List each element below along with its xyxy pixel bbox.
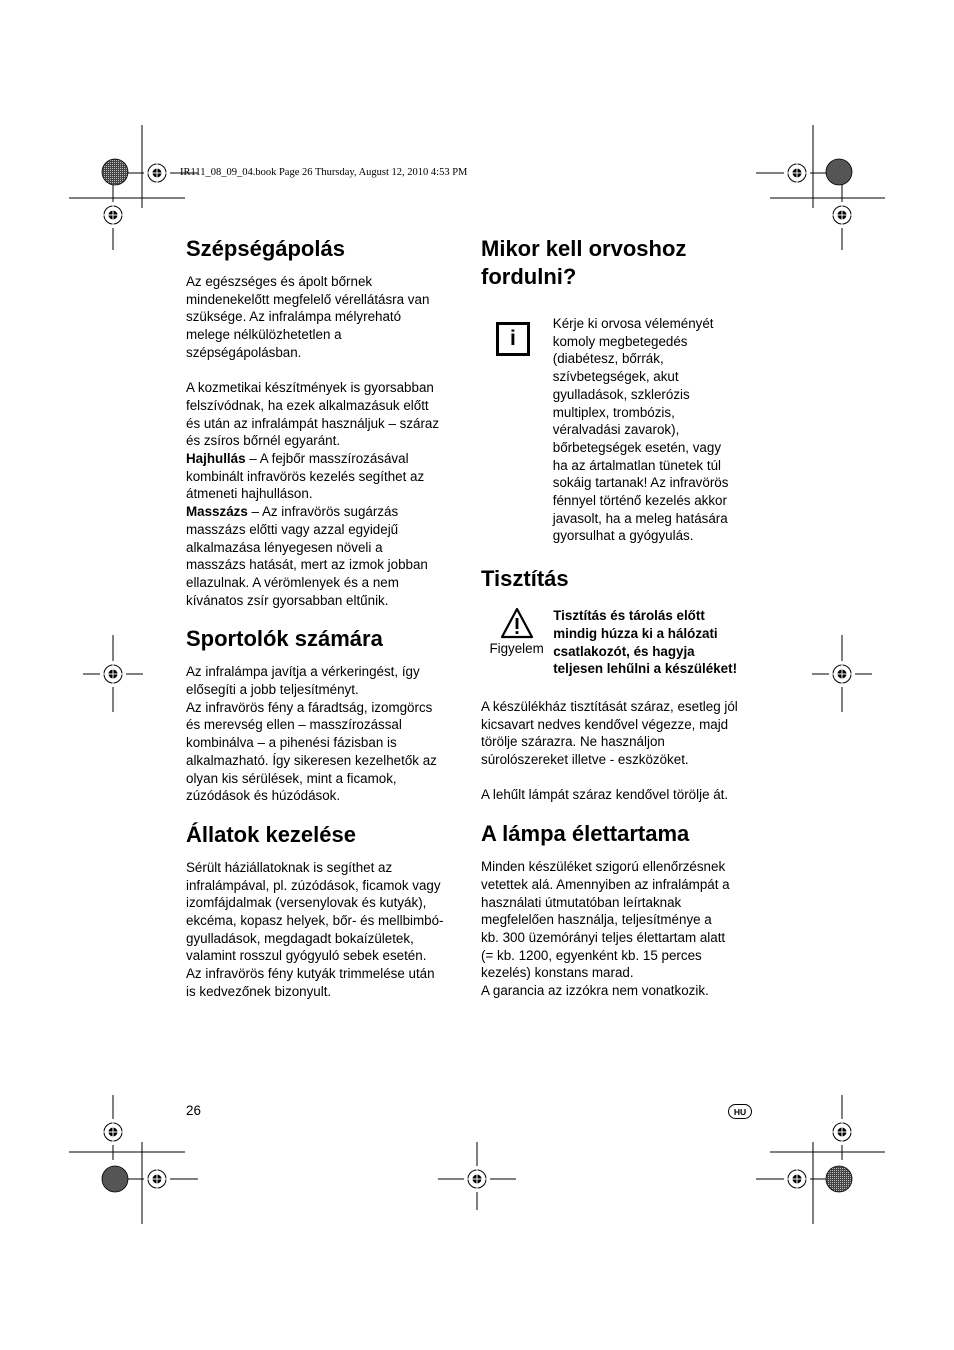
section-title: Tisztítás — [481, 566, 569, 592]
section-title: A lámpa élettartama — [481, 821, 690, 847]
text-line: szépségápolásban. — [186, 344, 302, 360]
paragraph — [186, 273, 462, 362]
text-line: fénnyel történő kezelés akkor — [552, 493, 727, 509]
text-line: ha az ártalmatlan tünetek túl — [552, 457, 721, 473]
text-line: A kozmetikai készítmények is gyorsabban — [186, 380, 434, 396]
right-column — [481, 235, 756, 1000]
text-line: alkalmazása lényegesen növeli a — [186, 539, 383, 555]
text-line: és merevség ellen – masszírozással — [186, 717, 402, 733]
warning-text — [553, 607, 756, 678]
text-line: infralámpával, pl. zúzódások, ficamok vagy — [186, 877, 441, 893]
text-line: masszázs hatását, mert az izmok jobban — [186, 557, 428, 573]
text-line: felszívódnak, ha ezek alkalmazásuk előtt — [186, 397, 429, 413]
text-line: használati útmutatóban leírtaknak — [481, 894, 682, 910]
info-note — [481, 315, 756, 545]
title-line: Mikor kell orvoshoz — [481, 236, 687, 261]
text-line: szívbetegségek, akut — [552, 369, 679, 385]
section-title — [481, 235, 756, 291]
text-line — [186, 450, 462, 468]
left-column — [186, 235, 462, 1001]
text-line: gyulladások, szklerózis — [552, 386, 690, 402]
print-file-info: IR111_08_09_04.book Page 26 Thursday, August 12, 2010 4:53 PM — [180, 167, 468, 178]
section-athletes — [186, 625, 462, 805]
text-line: mindig húzza ki a hálózati — [553, 625, 718, 641]
text-run: – Az infravörös sugárzás — [247, 504, 399, 520]
text-line: gyulladások, megdagadt bokaízületek, — [186, 930, 414, 946]
text-line: komoly megbetegedés — [552, 333, 688, 349]
text-line: A garancia az izzókra nem vonatkozik. — [481, 983, 709, 999]
text-line: Az infralámpa javítja a vérkeringést, így — [186, 664, 420, 680]
warning-note — [481, 607, 756, 678]
text-line: kezelés) konstans marad. — [481, 965, 634, 981]
paragraph — [186, 379, 462, 450]
text-line: kb. 300 üzemórányi teljes élettartam alatt — [481, 929, 726, 945]
text-line: Az infravörös fény a fáradtság, izomgörcs — [186, 699, 433, 715]
text-line: Minden készüléket szigorú ellenőrzésnek — [481, 859, 726, 875]
paragraph-hair-loss — [186, 450, 462, 503]
text-line: teljesen lehűlni a készüléket! — [553, 661, 738, 677]
section-cleaning — [481, 565, 756, 804]
warning-triangle-icon — [500, 607, 534, 639]
text-line: mindenekelőtt megfelelő vérellátásra van — [186, 291, 430, 307]
text-line: Az infravörös fény kutyák trimmelése után — [186, 966, 435, 982]
section-when-to-see-doctor — [481, 235, 756, 545]
section-beauty-care — [186, 235, 462, 609]
text-line: olyan kis sérülések, mint a ficamok, — [186, 770, 397, 786]
text-line: A készülékház tisztítását száraz, esetleg jól — [481, 698, 738, 714]
text-line: is kedvezőnek bizonyult. — [186, 983, 332, 999]
text-line: sokáig tartanak! Az infravörös — [552, 475, 729, 491]
text-line: izomfájdalmak (versenylovak és kutyák), — [186, 895, 427, 911]
text-line: törölje szárazra. Ne használjon — [481, 734, 665, 750]
text-line: melege nélkülözhetetlen a — [186, 327, 342, 343]
text-line: zúzódások és húzódások. — [186, 788, 341, 804]
text-line: és zsíros bőrnél egyaránt. — [186, 433, 341, 449]
text-line: elősegíti a jobb teljesítményt. — [186, 682, 359, 698]
term-bold: Hajhullás — [186, 451, 246, 467]
text-line: súrolószereket illetve - eszközöket. — [481, 752, 689, 768]
term-bold: Masszázs — [186, 504, 248, 520]
text-line: kicsavart nedves kendővel végezze, majd — [481, 716, 729, 732]
text-line: megfelelően használja, teljesítménye a — [481, 912, 712, 928]
text-line: kombinált infravörös kezelés segíthet az — [186, 468, 425, 484]
paragraph-massage — [186, 503, 462, 609]
text-line: javasolt, ha a meleg hatására — [552, 510, 728, 526]
text-line: A lehűlt lámpát száraz kendővel törölje át. — [481, 787, 729, 803]
text-line: bőrbetegségek esetén, vagy — [552, 439, 722, 455]
text-line: Sérült háziállatoknak is segíthet az — [186, 859, 393, 875]
text-line: multiplex, trombózis, — [552, 404, 675, 420]
section-title: Sportolók számára — [186, 626, 383, 652]
text-line: valamint rosszul gyógyuló sebek esetén. — [186, 948, 427, 964]
warning — [481, 607, 552, 678]
text-line — [186, 503, 462, 521]
text-line: kívánatos zsír gyorsabban eltűnik. — [186, 592, 389, 608]
text-line: és után az infralámpát használjuk – száraz — [186, 415, 440, 431]
text-line: alkalmazható. Így sikeresen kezelhetők az — [186, 752, 437, 768]
language-badge: HU — [728, 1104, 752, 1119]
section-animal-treatment — [186, 821, 462, 1001]
text-run: – A fejbőr masszírozásával — [245, 451, 409, 467]
text-line: véralvadási zavarok), — [552, 422, 680, 438]
text-line: csatlakozót, és hagyja — [553, 643, 695, 659]
text-line: vetettek alá. Amennyiben az infralámpát a — [481, 876, 730, 892]
text-line: átmeneti hajhulláson. — [186, 486, 313, 502]
text-line: ellazulnak. A vérömlenyek és a nem — [186, 574, 399, 590]
paragraph — [481, 698, 756, 769]
text-line: Kérje ki orvosa véleményét — [552, 316, 714, 331]
warning-label: Figyelem — [489, 641, 544, 657]
text-line: kombinálva – a pihenési fázisban is — [186, 735, 397, 751]
section-title: Szépségápolás — [186, 236, 345, 261]
text-line: (= kb. 1200, egyenként kb. 15 perces — [481, 947, 702, 963]
text-line: ekcéma, kopasz helyek, bőr- és mellbimbó- — [186, 913, 444, 929]
section-lamp-lifespan — [481, 820, 756, 1000]
text-line: gyorsulhat a gyógyulás. — [552, 528, 694, 544]
page-number: 26 — [186, 1103, 201, 1118]
info-text — [553, 315, 756, 545]
text-line: (diabétesz, bőrrák, — [552, 351, 664, 367]
text-line: Tisztítás és tárolás előtt — [553, 608, 705, 624]
text-line: szüksége. Az infralámpa mélyreható — [186, 309, 402, 325]
info-icon: i — [496, 322, 530, 356]
text-line: masszázs előtti vagy azzal egyidejű — [186, 521, 399, 537]
title-line: fordulni? — [481, 264, 577, 289]
text-line: Az egészséges és ápolt bőrnek — [186, 274, 373, 289]
section-title: Állatok kezelése — [186, 821, 356, 847]
